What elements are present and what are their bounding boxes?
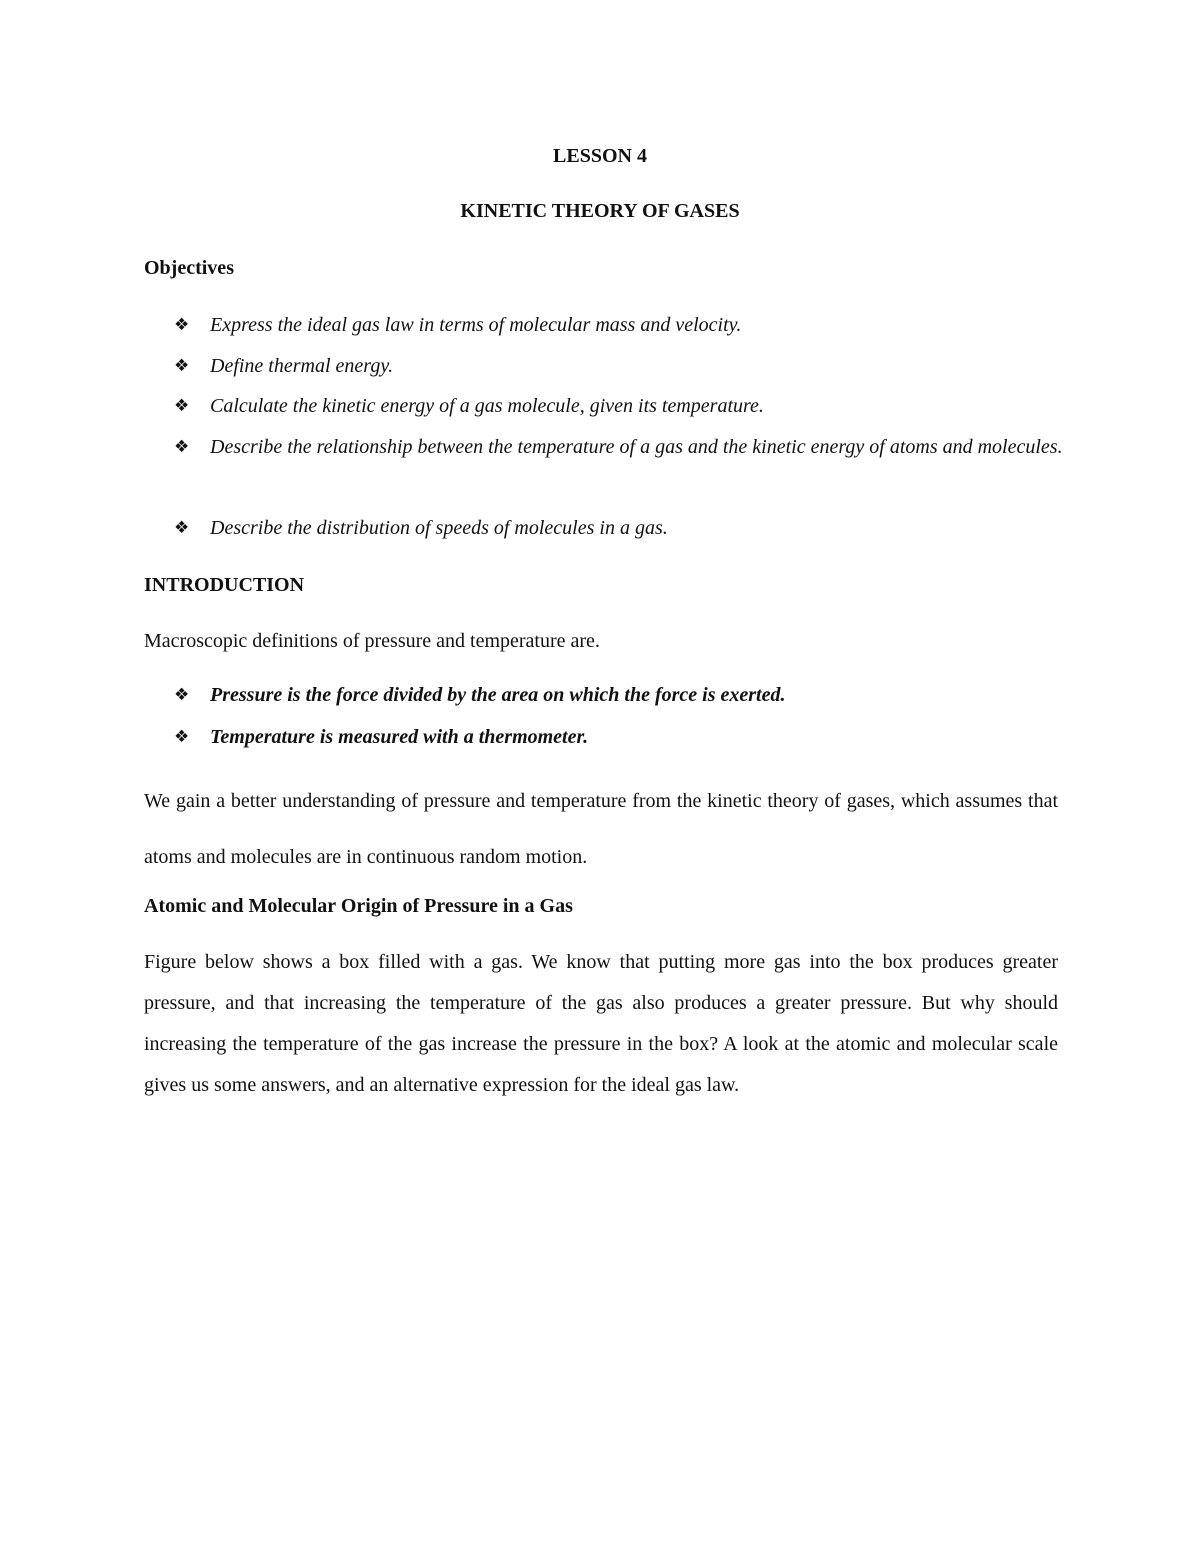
diamond-bullet-icon: ❖ (174, 437, 190, 457)
lesson-label: LESSON 4 (553, 145, 647, 167)
objective-item (174, 508, 1074, 549)
objective-item (174, 427, 1074, 468)
objectives-heading: Objectives (144, 257, 234, 279)
diamond-bullet-icon: ❖ (174, 356, 190, 376)
lesson-title: KINETIC THEORY OF GASES (460, 200, 740, 222)
objective-item (174, 386, 1074, 427)
definition-item (174, 675, 1074, 716)
diamond-bullet-icon: ❖ (174, 315, 190, 335)
objective-text: Express the ideal gas law in terms of molecular mass and velocity. (210, 314, 742, 336)
objective-item (174, 346, 1074, 387)
objective-text: Calculate the kinetic energy of a gas molecule, given its temperature. (210, 395, 764, 417)
atomic-section-paragraph: Figure below shows a box filled with a gas. We know that putting more gas into the box produces greater pressure, and that increasing the temperature of the gas also produces a greater pressure. But why should increasing the temperature of the gas increase the pressure in the box? A look at the atomic and molecular scale gives us some answers, and an alternative expression for the ideal gas law. (144, 951, 1058, 1096)
introduction-heading: INTRODUCTION (144, 574, 305, 596)
diamond-bullet-icon: ❖ (174, 518, 190, 538)
diamond-bullet-icon: ❖ (174, 727, 190, 747)
definition-text: Temperature is measured with a thermometer. (210, 726, 589, 748)
diamond-bullet-icon: ❖ (174, 396, 190, 416)
introduction-lead: Macroscopic definitions of pressure and temperature are. (144, 630, 600, 652)
objective-text: Define thermal energy. (210, 355, 394, 377)
objective-text: Describe the relationship between the temperature of a gas and the kinetic energy of atoms and molecules. (210, 436, 1063, 458)
introduction-paragraph: We gain a better understanding of pressure and temperature from the kinetic theory of gases, which assumes that atoms and molecules are in continuous random motion. (144, 790, 1058, 868)
diamond-bullet-icon: ❖ (174, 685, 190, 705)
objective-text: Describe the distribution of speeds of molecules in a gas. (210, 517, 668, 539)
definition-text: Pressure is the force divided by the area on which the force is exerted. (210, 684, 786, 706)
objective-item (174, 305, 1074, 346)
atomic-section-heading: Atomic and Molecular Origin of Pressure in a Gas (144, 895, 573, 917)
definition-item (174, 717, 1074, 758)
